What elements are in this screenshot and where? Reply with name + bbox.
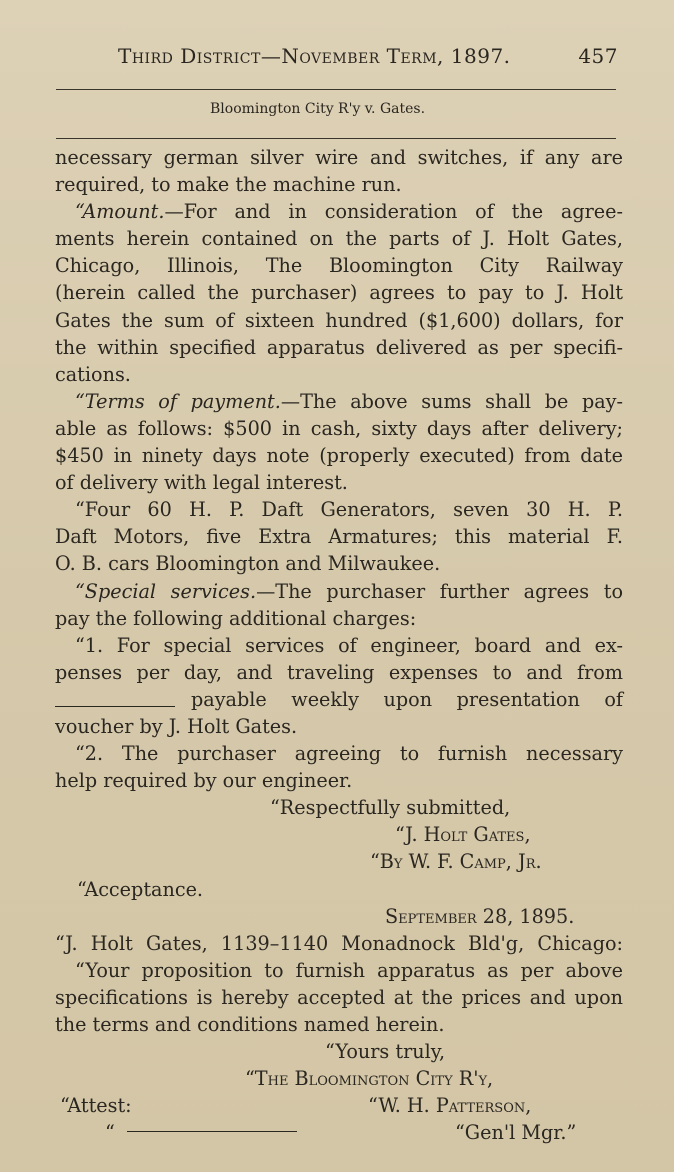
page-number: 457: [578, 44, 618, 68]
text-line: penses per day, and traveling expenses to and from: [55, 660, 623, 684]
text-line: “Yours truly,: [325, 1040, 446, 1064]
text-line: “J. Holt Gates,: [395, 823, 531, 847]
text-line: necessary german silver wire and switches, if any are: [55, 146, 623, 169]
header-rule-top: [56, 89, 616, 90]
text-line: of delivery with legal interest.: [55, 471, 348, 495]
header-rule-bottom: [56, 138, 616, 139]
blank-line: [55, 706, 175, 707]
text-line: the terms and conditions named herein.: [55, 1013, 445, 1036]
text-line: cations.: [55, 362, 131, 386]
text-line: O. B. cars Bloomington and Milwaukee.: [55, 552, 441, 576]
text-line: ments herein contained on the parts of J. Holt Gates,: [55, 227, 623, 251]
text-line: pay the following additional charges:: [55, 606, 417, 630]
text-line: specifications is hereby accepted at the prices and upon: [55, 985, 623, 1009]
text-line: [55, 1119, 623, 1146]
text-line: [55, 1092, 623, 1119]
attest-label: “Attest:: [60, 1094, 132, 1118]
text-line: Gates the sum of sixteen hundred ($1,600) dollars, for: [55, 308, 623, 332]
signature-patterson: “W. H. Patterson,: [368, 1094, 532, 1118]
running-head: Bloomington City R'y v. Gates.: [210, 101, 426, 117]
text-line: “Four 60 H. P. Daft Generators, seven 30 H. P.: [75, 498, 623, 522]
text-line: “2. The purchaser agreeing to furnish necessary: [75, 742, 623, 766]
text-line: “By W. F. Camp, Jr.: [370, 850, 542, 874]
body-text: [55, 144, 623, 1146]
text-line: help required by our engineer.: [55, 769, 353, 793]
text-line: “Terms of payment.—The above sums shall be pay-: [75, 389, 623, 413]
text-line: “J. Holt Gates, 1139–1140 Monadnock Bld'g, Chicago:: [55, 931, 623, 955]
text-line: (herein called the purchaser) agrees to pay to J. Holt: [55, 281, 623, 305]
text-line: “Special services.—The purchaser further agrees to: [75, 579, 623, 603]
text-line: “Respectfully submitted,: [270, 796, 511, 820]
text-line: “1. For special services of engineer, board and ex-: [75, 633, 623, 657]
text-line: “Amount.—For and in consideration of the agree-: [75, 200, 623, 224]
signature-title: “Gen'l Mgr.”: [455, 1121, 577, 1145]
signature-blank-line: [127, 1131, 297, 1132]
text-line: September 28, 1895.: [385, 904, 575, 928]
text-line: required, to make the machine run.: [55, 173, 402, 197]
text-line: able as follows: $500 in cash, sixty days after delivery;: [55, 416, 623, 440]
text-line: the within specified apparatus delivered as per specifi-: [55, 335, 623, 359]
header-title: Third District—November Term, 1897.: [118, 44, 511, 68]
text-line: $450 in ninety days note (properly executed) from date: [55, 444, 623, 468]
text-line: Chicago, Illinois, The Bloomington City Railway: [55, 254, 623, 278]
text-line: “Acceptance.: [77, 877, 204, 901]
text-line: voucher by J. Holt Gates.: [55, 714, 298, 738]
text-line: “The Bloomington City R'y,: [245, 1067, 494, 1091]
quote-mark: “: [105, 1121, 115, 1145]
text-line: [55, 686, 623, 713]
text-line: “Your proposition to furnish apparatus as per above: [75, 958, 623, 982]
text-line: Daft Motors, five Extra Armatures; this material F.: [55, 525, 623, 549]
text-fragment: payable weekly upon presentation of: [191, 687, 623, 711]
